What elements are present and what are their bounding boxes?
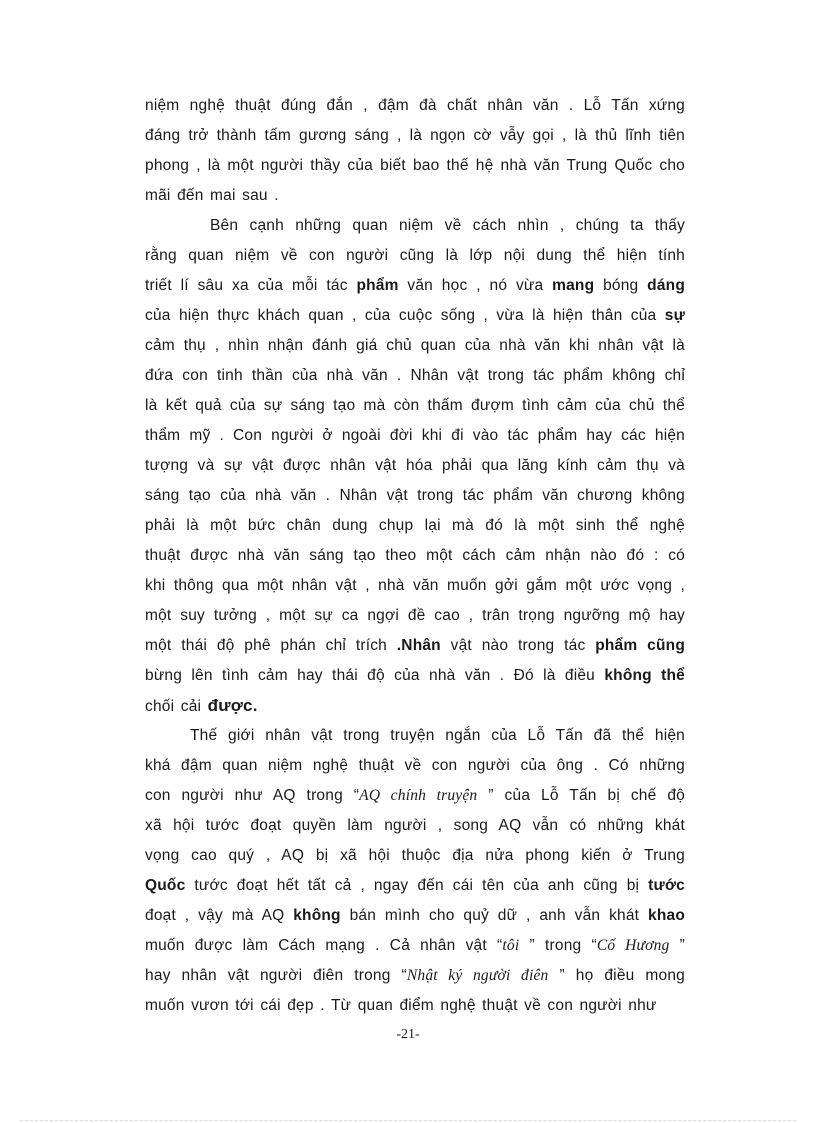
text-run: của hiện thực khách quan , của cuộc sống , vừa là hiện thân của <box>145 307 665 324</box>
paragraph-3-line <box>145 935 685 957</box>
paragraph-3-line <box>145 905 685 927</box>
paragraph-1-line: mãi đến mai sau . <box>145 187 279 204</box>
bold-run: phẩm <box>356 277 399 294</box>
paragraph-2-line <box>145 665 685 687</box>
paragraph-2-line: thẩm mỹ . Con người ở ngoài đời khi đi vào tác phẩm hay các hiện <box>145 427 685 444</box>
italic-title: Cố Hương <box>596 937 670 954</box>
paragraph-3-line: Thế giới nhân vật trong truyện ngắn của Lỗ Tấn đã thể hiện <box>190 727 685 744</box>
bold-run: được. <box>207 696 258 715</box>
paragraph-2-line: một suy tưởng , một sự ca ngợi đề cao , trân trọng ngưỡng mộ hay <box>145 607 685 624</box>
text-run: văn học , nó vừa <box>398 277 553 294</box>
paragraph-2-line: là kết quả của sự sáng tạo mà còn thấm đượm tình cảm của chủ thể <box>145 397 685 414</box>
paragraph-3-line: muốn vươn tới cái đẹp . Từ quan điểm nghệ thuật về con người như <box>145 997 657 1014</box>
italic-title: tôi <box>502 937 520 954</box>
text-run: ” của Lỗ Tấn bị chế độ <box>477 787 685 804</box>
paragraph-2-line <box>145 695 685 717</box>
text-run: ” <box>669 937 685 954</box>
paragraph-2-line <box>145 275 685 297</box>
text-run: chối cải <box>145 698 208 715</box>
paragraph-2-line: cảm thụ , nhìn nhận đánh giá chủ quan của nhà văn khi nhân vật là <box>145 337 685 354</box>
bold-run: tước <box>648 877 685 894</box>
paragraph-2-line <box>145 305 685 327</box>
paragraph-2-line: khi thông qua một nhân vật , nhà văn muốn gởi gắm một ước vọng , <box>145 577 685 594</box>
bold-run: dáng <box>647 277 685 294</box>
text-run: ” trong “ <box>519 937 597 954</box>
paragraph-3-line: xã hội tước đoạt quyền làm người , song AQ vẫn có những khát <box>145 817 685 834</box>
text-run: triết lí sâu xa của mỗi tác <box>145 277 357 294</box>
text-run: bán mình cho quỷ dữ , anh vẫn khát <box>340 907 649 924</box>
paragraph-2-line: rằng quan niệm về con người cũng là lớp nội dung thể hiện tính <box>145 247 685 264</box>
paragraph-3-line <box>145 965 685 987</box>
bold-run: không thể <box>604 667 685 684</box>
paragraph-3-line: vọng cao quý , AQ bị xã hội thuộc địa nửa phong kiến ở Trung <box>145 847 685 864</box>
paragraph-1-line: niệm nghệ thuật đúng đắn , đậm đà chất nhân văn . Lỗ Tấn xứng <box>145 97 685 114</box>
text-run: hay nhân vật người điên trong “ <box>145 967 407 984</box>
bold-run: mang <box>552 277 595 294</box>
text-run: bóng <box>594 277 648 294</box>
paragraph-3-line: khá đậm quan niệm nghệ thuật về con người của ông . Có những <box>145 757 685 774</box>
paragraph-2-line <box>145 635 685 657</box>
page-bottom-divider <box>20 1120 796 1121</box>
paragraph-3-line <box>145 875 685 897</box>
text-run: một thái độ phê phán chỉ trích <box>145 637 397 654</box>
paragraph-2-line: thuật được nhà văn sáng tạo theo một cách cảm nhận nào đó : có <box>145 547 685 564</box>
paragraph-2-line: sáng tạo của nhà văn . Nhân vật trong tác phẩm văn chương không <box>145 487 685 504</box>
bold-run: sự <box>664 307 685 324</box>
paragraph-2-line: tượng và sự vật được nhân vật hóa phải qua lăng kính cảm thụ và <box>145 457 685 474</box>
text-run: ” họ điều mong <box>548 967 685 984</box>
text-run: muốn được làm Cách mạng . Cả nhân vật “ <box>145 937 503 954</box>
italic-title: AQ chính truyện <box>359 787 478 804</box>
text-run: con người như AQ trong “ <box>145 787 360 804</box>
paragraph-2-line: phải là một bức chân dung chụp lại mà đó là một sinh thể nghệ <box>145 517 685 534</box>
bold-run: khao <box>648 907 685 924</box>
bold-run: không <box>293 907 341 924</box>
page-number: -21- <box>396 1027 420 1042</box>
text-run: bừng lên tình cảm hay thái độ của nhà văn . Đó là điều <box>145 667 605 684</box>
paragraph-3-line <box>145 785 685 807</box>
paragraph-2-line: đứa con tinh thần của nhà văn . Nhân vật trong tác phẩm không chỉ <box>145 367 685 384</box>
text-run: vật nào trong tác <box>440 637 596 654</box>
paragraph-2-line: Bên cạnh những quan niệm về cách nhìn , chúng ta thấy <box>210 217 685 234</box>
text-run: đoạt , vậy mà AQ <box>145 907 294 924</box>
bold-run: Quốc <box>145 877 186 894</box>
paragraph-1-line: đáng trở thành tấm gương sáng , là ngọn cờ vẫy gọi , là thủ lĩnh tiên <box>145 127 685 144</box>
bold-run: phẩm cũng <box>595 637 685 654</box>
text-run: tước đoạt hết tất cả , ngay đến cái tên của anh cũng bị <box>185 877 649 894</box>
bold-run: .Nhân <box>396 637 441 654</box>
italic-title: Nhật ký người điên <box>406 967 549 984</box>
paragraph-1-line: phong , là một người thầy của biết bao thế hệ nhà văn Trung Quốc cho <box>145 157 685 174</box>
